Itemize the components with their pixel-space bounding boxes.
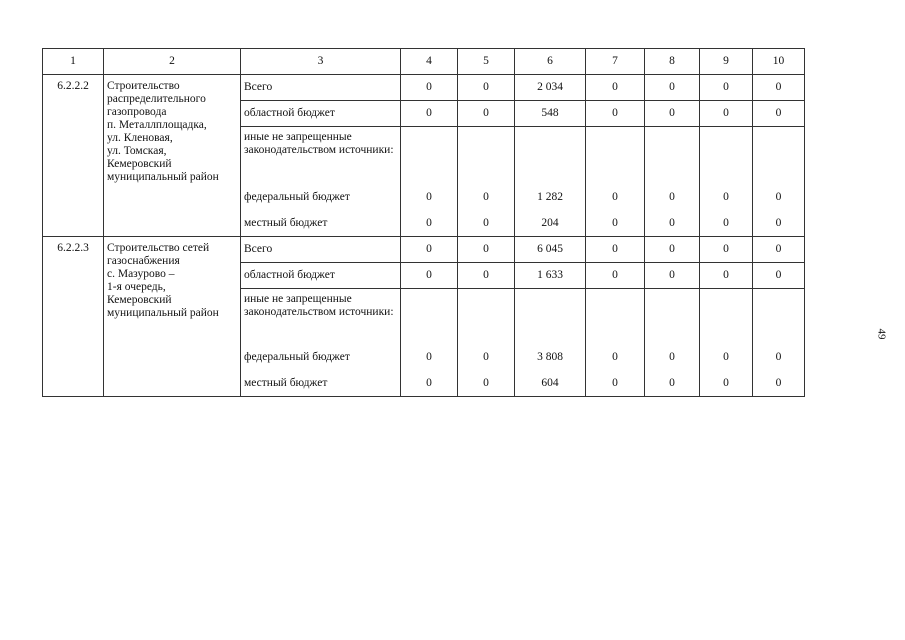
header-cell: 10: [753, 49, 805, 75]
item-code: 6.2.2.2: [43, 75, 104, 237]
value-cell: 0: [700, 345, 753, 371]
value-cell: 0: [645, 237, 700, 263]
value-cell: 0: [586, 371, 645, 397]
value-cell: [401, 289, 458, 345]
value-cell: [401, 127, 458, 185]
table-row: [43, 75, 805, 101]
value-cell: 0: [700, 371, 753, 397]
value-cell: 0: [700, 211, 753, 237]
value-cell: 0: [753, 345, 805, 371]
value-cell: 0: [753, 75, 805, 101]
value-cell: [753, 127, 805, 185]
budget-table: [42, 48, 805, 397]
value-cell: [645, 289, 700, 345]
value-cell: [586, 289, 645, 345]
value-cell: 0: [586, 237, 645, 263]
value-cell: 0: [458, 371, 515, 397]
value-cell: [645, 127, 700, 185]
value-cell: [700, 289, 753, 345]
value-cell: 0: [586, 211, 645, 237]
source-label: Всего: [241, 237, 401, 263]
value-cell: [753, 289, 805, 345]
value-cell: 0: [700, 263, 753, 289]
value-cell: 204: [515, 211, 586, 237]
source-label: Всего: [241, 75, 401, 101]
value-cell: 0: [401, 211, 458, 237]
value-cell: 0: [458, 75, 515, 101]
value-cell: 0: [401, 345, 458, 371]
value-cell: 0: [753, 237, 805, 263]
value-cell: 0: [401, 237, 458, 263]
value-cell: 1 633: [515, 263, 586, 289]
value-cell: 0: [753, 101, 805, 127]
value-cell: 0: [753, 263, 805, 289]
value-cell: 0: [700, 237, 753, 263]
value-cell: 3 808: [515, 345, 586, 371]
source-label: местный бюджет: [241, 371, 401, 397]
value-cell: 0: [401, 185, 458, 211]
value-cell: 0: [753, 211, 805, 237]
header-cell: 4: [401, 49, 458, 75]
item-name: Строительство распределительного газопровода п. Металлплощадка, ул. Кленовая, ул. Томская, Кемеровский муниципальный район: [104, 75, 241, 237]
header-cell: 1: [43, 49, 104, 75]
value-cell: 0: [645, 75, 700, 101]
value-cell: [700, 127, 753, 185]
value-cell: 0: [700, 185, 753, 211]
header-cell: 5: [458, 49, 515, 75]
source-label: областной бюджет: [241, 101, 401, 127]
value-cell: 0: [458, 185, 515, 211]
value-cell: 2 034: [515, 75, 586, 101]
value-cell: 0: [458, 263, 515, 289]
source-label: местный бюджет: [241, 211, 401, 237]
item-code: 6.2.2.3: [43, 237, 104, 397]
value-cell: 0: [401, 101, 458, 127]
value-cell: 0: [753, 185, 805, 211]
value-cell: [586, 127, 645, 185]
value-cell: 0: [401, 263, 458, 289]
source-label: федеральный бюджет: [241, 185, 401, 211]
value-cell: [458, 289, 515, 345]
header-row: [43, 49, 805, 75]
value-cell: 0: [753, 371, 805, 397]
value-cell: 0: [586, 101, 645, 127]
value-cell: 0: [645, 345, 700, 371]
table-row: [43, 237, 805, 263]
value-cell: 0: [700, 75, 753, 101]
value-cell: 0: [586, 75, 645, 101]
value-cell: 0: [700, 101, 753, 127]
value-cell: 0: [458, 237, 515, 263]
value-cell: 0: [645, 211, 700, 237]
source-label: иные не запрещенные законодательством источники:: [241, 289, 401, 345]
header-cell: 7: [586, 49, 645, 75]
value-cell: 0: [645, 263, 700, 289]
header-cell: 6: [515, 49, 586, 75]
value-cell: 0: [401, 371, 458, 397]
page-number: 49: [875, 328, 888, 340]
value-cell: 0: [458, 211, 515, 237]
source-label: областной бюджет: [241, 263, 401, 289]
header-cell: 9: [700, 49, 753, 75]
header-cell: 8: [645, 49, 700, 75]
item-name: Строительство сетей газоснабжения с. Мазурово – 1-я очередь, Кемеровский муниципальный район: [104, 237, 241, 397]
value-cell: 0: [401, 75, 458, 101]
value-cell: 1 282: [515, 185, 586, 211]
value-cell: 548: [515, 101, 586, 127]
source-label: иные не запрещенные законодательством источники:: [241, 127, 401, 185]
value-cell: 0: [458, 345, 515, 371]
value-cell: [515, 127, 586, 185]
header-cell: 3: [241, 49, 401, 75]
value-cell: 0: [586, 263, 645, 289]
value-cell: [458, 127, 515, 185]
value-cell: 0: [586, 185, 645, 211]
value-cell: 0: [645, 371, 700, 397]
value-cell: 0: [458, 101, 515, 127]
header-cell: 2: [104, 49, 241, 75]
value-cell: 6 045: [515, 237, 586, 263]
value-cell: 604: [515, 371, 586, 397]
value-cell: 0: [645, 185, 700, 211]
source-label: федеральный бюджет: [241, 345, 401, 371]
value-cell: 0: [586, 345, 645, 371]
value-cell: 0: [645, 101, 700, 127]
value-cell: [515, 289, 586, 345]
